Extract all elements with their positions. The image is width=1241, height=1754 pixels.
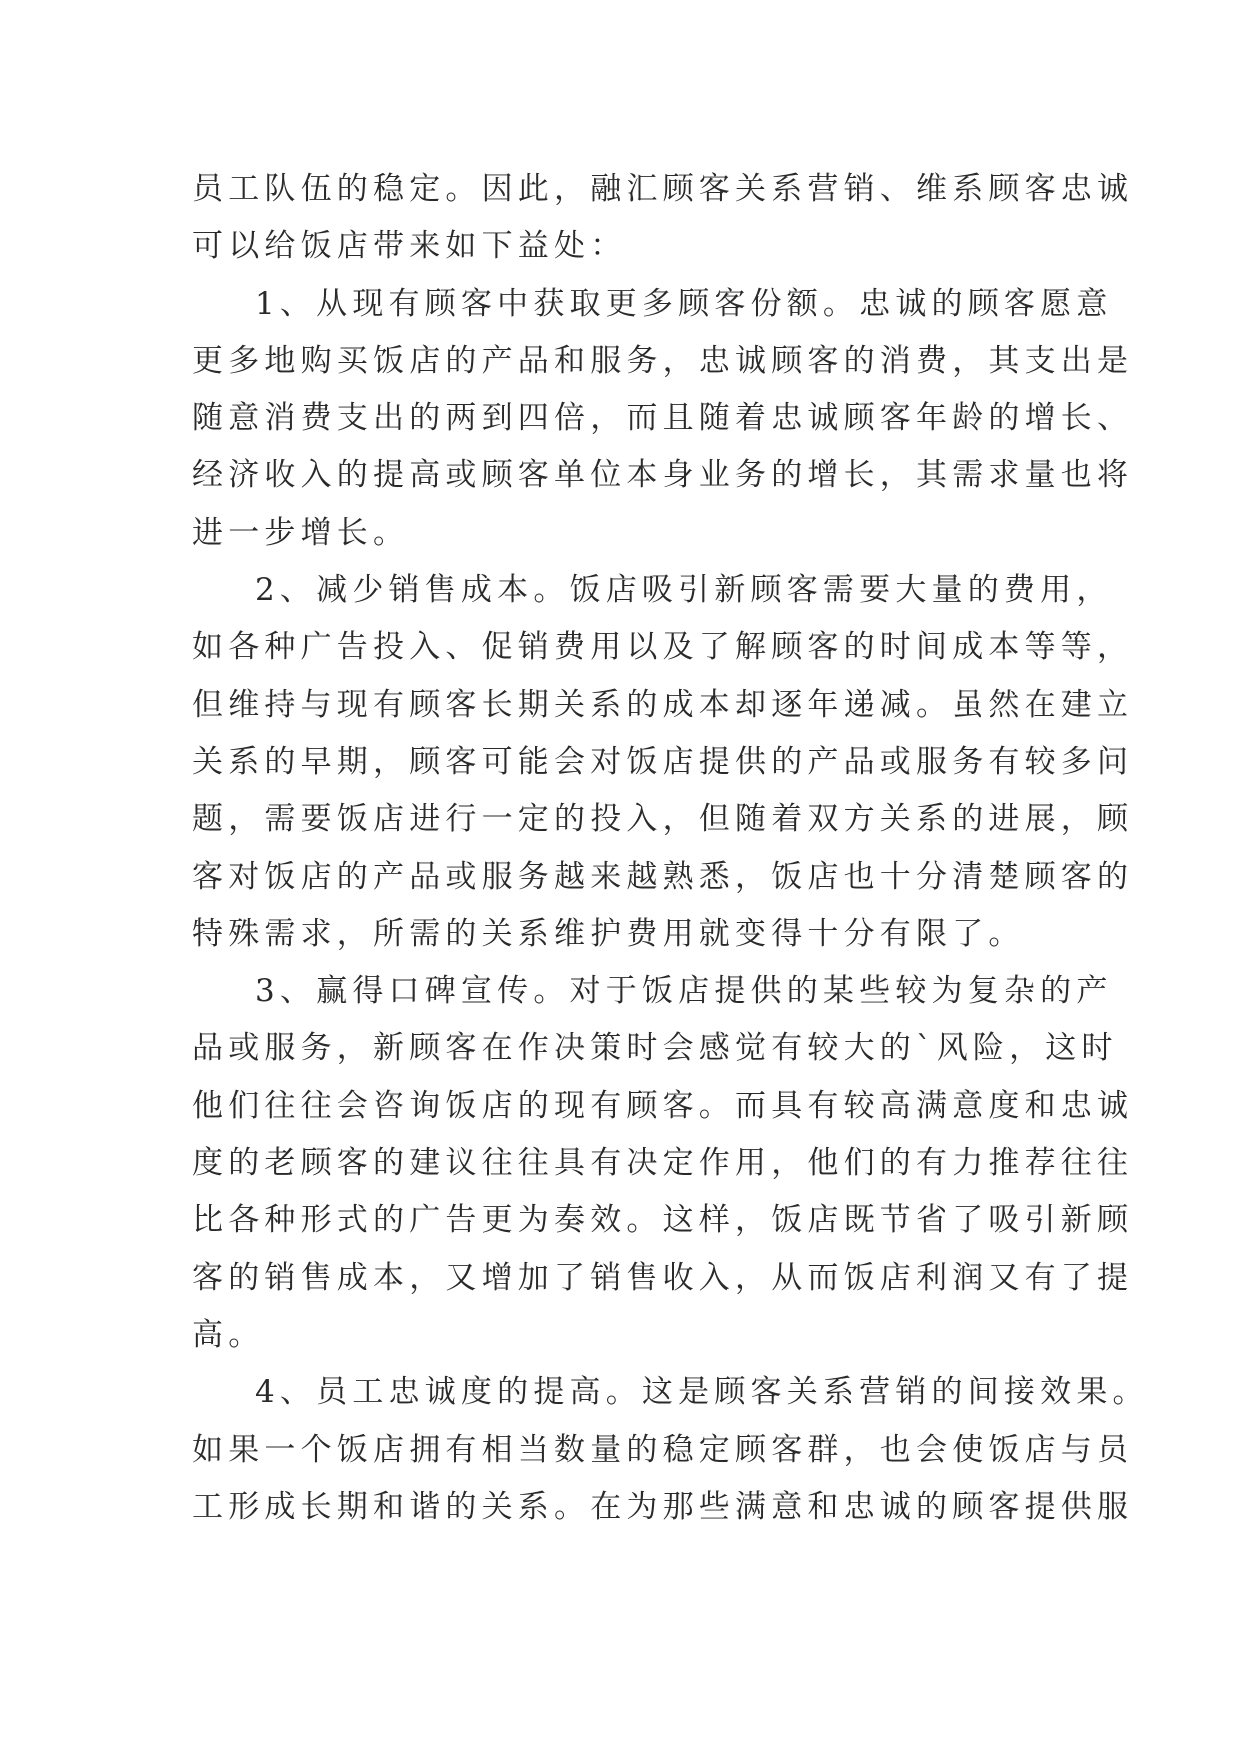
text-line: 员工队伍的稳定。因此，融汇顾客关系营销、维系顾客忠诚 xyxy=(192,171,1134,207)
text-line: 4、员工忠诚度的提高。这是顾客关系营销的间接效果。 xyxy=(255,1374,1149,1411)
text-line: 更多地购买饭店的产品和服务，忠诚顾客的消费，其支出是 xyxy=(192,342,1134,379)
text-line: 度的老顾客的建议往往具有决定作用，他们的有力推荐往往 xyxy=(192,1145,1134,1182)
text-line: 1、从现有顾客中获取更多顾客份额。忠诚的顾客愿意 xyxy=(255,285,1113,322)
text-line: 经济收入的提高或顾客单位本身业务的增长，其需求量也将 xyxy=(192,457,1134,494)
text-line: 比各种形式的广告更为奏效。这样，饭店既节省了吸引新顾 xyxy=(192,1202,1134,1239)
text-line: 题，需要饭店进行一定的投入，但随着双方关系的进展，顾 xyxy=(192,801,1134,838)
text-line: 但维持与现有顾客长期关系的成本却逐年递减。虽然在建立 xyxy=(192,686,1134,723)
text-line: 2、减少销售成本。饭店吸引新顾客需要大量的费用， xyxy=(255,572,1113,609)
text-line: 随意消费支出的两到四倍，而且随着忠诚顾客年龄的增长、 xyxy=(192,400,1134,437)
text-line: 品或服务，新顾客在作决策时会感觉有较大的`风险，这时 xyxy=(192,1030,1118,1067)
text-line: 可以给饭店带来如下益处： xyxy=(192,228,627,265)
text-line: 客对饭店的产品或服务越来越熟悉，饭店也十分清楚顾客的 xyxy=(192,858,1134,895)
text-line: 关系的早期，顾客可能会对饭店提供的产品或服务有较多问 xyxy=(192,743,1134,780)
text-line: 进一步增长。 xyxy=(192,514,410,551)
text-line: 特殊需求，所需的关系维护费用就变得十分有限了。 xyxy=(192,915,1025,952)
document-body xyxy=(192,161,1149,1536)
text-line: 工形成长期和谐的关系。在为那些满意和忠诚的顾客提供服 xyxy=(192,1488,1134,1525)
text-line: 如各种广告投入、促销费用以及了解顾客的时间成本等等， xyxy=(192,629,1134,666)
text-line: 客的销售成本，又增加了销售收入，从而饭店利润又有了提 xyxy=(192,1259,1134,1296)
text-line: 如果一个饭店拥有相当数量的稳定顾客群，也会使饭店与员 xyxy=(192,1431,1134,1468)
text-line: 3、赢得口碑宣传。对于饭店提供的某些较为复杂的产 xyxy=(255,973,1113,1010)
text-line: 高。 xyxy=(192,1316,265,1353)
text-line: 他们往往会咨询饭店的现有顾客。而具有较高满意度和忠诚 xyxy=(192,1087,1134,1124)
